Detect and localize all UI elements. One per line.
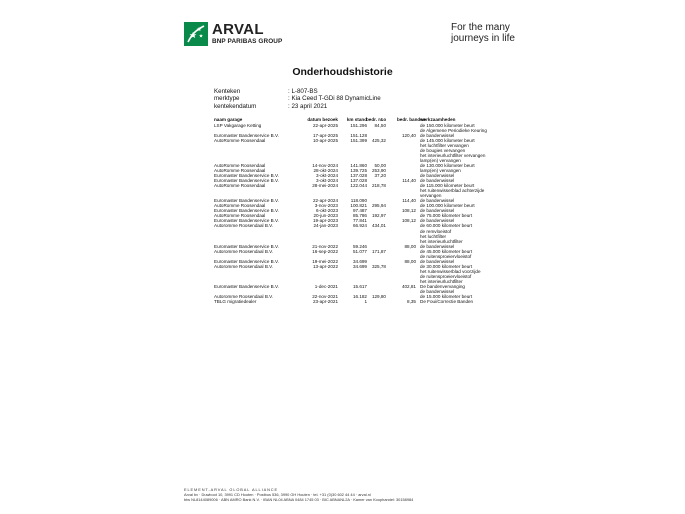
cell-km: 151.296 (350, 122, 367, 128)
cell-datum: 23-apr-2021 (312, 299, 338, 305)
cell-datum: 1-dec-2021 (314, 284, 338, 290)
cell-garage: Euromaster Bandenservice B.V. (214, 243, 279, 249)
footer-address: Arval bv · Duwboot 10, 3991 CD Houten · Postbus 536, 3990 GH Houten · tel. +31 (0)30 602 44 44 · arval.nl (184, 492, 371, 498)
cell-werkzaamheden (420, 284, 465, 294)
cell-rso: 50,00 (374, 162, 386, 168)
cell-werkzaamheden (420, 249, 472, 259)
cell-datum: 16-sep-2022 (312, 248, 338, 254)
cell-banden: 120,40 (401, 132, 416, 138)
cell-garage: TBLG migratiedealer (214, 299, 257, 305)
cell-km: 59.246 (352, 243, 367, 249)
cell-garage: Euromaster Bandenservice B.V. (214, 218, 279, 224)
logo-title: ARVAL (212, 21, 264, 38)
werk-line: het interieurluchtfilter (420, 278, 463, 284)
cell-garage: Euromaster Bandenservice B.V. (214, 284, 279, 290)
cell-datum: 22-apr-2024 (312, 198, 338, 204)
werk-line: het ruitenwisserblad achterzijde (420, 188, 485, 194)
cell-km: 85.786 (352, 213, 367, 219)
werk-line: de 145.000 kilometer beurt (420, 137, 475, 143)
cell-garage: Euromaster Bandenservice B.V. (214, 132, 279, 138)
cell-datum: 3-nov-2023 (314, 203, 338, 209)
cell-km: 122.044 (350, 183, 367, 189)
werk-line: de bandenwissel (420, 208, 455, 214)
logo-subtitle: BNP PARIBAS GROUP (212, 38, 283, 45)
cell-werkzaamheden (420, 183, 484, 198)
cell-rso: 37,20 (374, 172, 386, 178)
cell-rso: 218,78 (371, 183, 386, 189)
cell-rso: 192,97 (371, 213, 386, 219)
cell-km: 100.821 (350, 203, 367, 209)
cell-datum: 13-apr-2022 (312, 263, 338, 269)
werk-line: De bandenvervanging (420, 284, 465, 290)
werk-line: het luchtfilter (420, 233, 447, 239)
werk-line: de bandenwissel (420, 243, 455, 249)
werk-line: De Foui/Correctie Banden (420, 299, 474, 305)
werk-line: de bandenwissel (420, 132, 455, 138)
cell-banden: 108,12 (401, 208, 416, 214)
cell-banden: 402,81 (401, 284, 416, 290)
werk-line: het interieurluchtfilter (420, 238, 463, 244)
cell-datum: 21-nov-2022 (312, 243, 338, 249)
footer-registration: btw NL8144089006 · ABN AMRO Bank N.V. · IBAN NL04 ABNA 0484 1745 03 · BIC ABNANL2A · Kamer van Koophandel: 30158984 (184, 497, 414, 503)
cell-banden: 114,40 (402, 198, 416, 204)
cell-datum: 22-apr-2025 (312, 122, 338, 128)
werk-line: het interieurluchtfilter vervangen (420, 152, 486, 158)
cell-banden: 88,00 (404, 258, 416, 264)
werk-line: de 130.000 kilometer beurt (420, 162, 475, 168)
werk-line: de 75.000 kilometer beurt (420, 213, 473, 219)
tagline (451, 22, 515, 44)
cell-rso: 84,50 (374, 122, 386, 128)
cell-km: 34.699 (352, 258, 367, 264)
cell-km: 97.487 (352, 208, 367, 214)
cell-rso: 295,94 (371, 203, 386, 209)
werk-line: de bandenwissel (420, 258, 455, 264)
cell-garage: Euromaster Bandenservice B.V. (214, 178, 279, 184)
cell-km: 1 (364, 299, 367, 305)
werk-line: het luchtfilter vervangen (420, 142, 469, 148)
merktype-label: merktype (214, 95, 240, 103)
cell-km: 139.725 (350, 167, 367, 173)
cell-datum: 28-mei-2024 (312, 183, 338, 189)
header-datum: datum bezoek (307, 117, 338, 122)
cell-datum: 22-nov-2021 (312, 294, 338, 300)
cell-rso: 129,80 (371, 294, 386, 300)
werk-line: de bandenwissel (420, 198, 455, 204)
cell-garage: Euromaster Bandenservice B.V. (214, 208, 279, 214)
cell-banden: 114,40 (402, 178, 416, 184)
werk-line: de 15.000 kilometer beurt (420, 294, 473, 300)
cell-werkzaamheden (420, 299, 473, 304)
tagline-line-1: For the many (451, 22, 510, 33)
werk-line: lamp(en) vervangen (420, 167, 461, 173)
werk-line: lamp(en) vervangen (420, 157, 461, 163)
cell-datum: 19-apr-2023 (312, 218, 338, 224)
cell-rso: 425,32 (371, 137, 386, 143)
werk-line: de 115.000 kilometer beurt (420, 183, 475, 189)
cell-garage: AutoRomme Roosendaal (214, 167, 266, 173)
cell-werkzaamheden (420, 123, 487, 133)
werk-line: de Algemene Periodieke Keuring (420, 127, 487, 133)
cell-garage: AutoRomme Roosendaal (214, 137, 266, 143)
page-title: Onderhoudshistorie (292, 66, 393, 78)
cell-rso: 253,90 (371, 167, 386, 173)
cell-km: 66.924 (352, 223, 367, 229)
cell-rso: 325,78 (371, 263, 386, 269)
cell-datum: 19-mei-2022 (312, 258, 338, 264)
header-banden: bedr. banden (397, 117, 426, 122)
cell-km: 151.128 (350, 132, 367, 138)
cell-garage: AutoRomme Roosendaal (214, 203, 266, 209)
cell-km: 51.077 (352, 248, 367, 254)
cell-km: 118.090 (350, 198, 367, 204)
cell-banden: 88,00 (404, 243, 416, 249)
cell-datum: 3-okt-2024 (316, 178, 338, 184)
cell-datum: 10-apr-2025 (312, 137, 338, 143)
werk-line: de bandenwissel (420, 178, 455, 184)
cell-garage: Autoromme Roosendaal B.V. (214, 294, 274, 300)
kenteken-label: Kenteken (214, 88, 241, 95)
cell-datum: 24-jan-2023 (313, 223, 338, 229)
werk-line: de bougies vervangen (420, 147, 466, 153)
cell-garage: Autoromme Roosendaal B.V. (214, 263, 274, 269)
werk-line: de 60.000 kilometer beurt (420, 223, 473, 229)
cell-werkzaamheden (420, 264, 481, 284)
header-werk: werkzaamheden (420, 117, 456, 122)
kenteken-value: : L-807-BS (288, 88, 318, 95)
cell-km: 77.841 (352, 218, 367, 224)
cell-datum: 17-apr-2025 (312, 132, 338, 138)
kentekendatum-value: : 23 april 2021 (288, 102, 328, 110)
cell-garage: AutoRomme Roosendaal (214, 183, 266, 189)
werk-line: de bandenwissel (420, 218, 455, 224)
werk-line: de remvloeistof (420, 228, 452, 234)
cell-garage: Autoromme Roosendaal B.V. (214, 223, 274, 229)
werk-line: de 100.000 kilometer beurt (420, 203, 475, 209)
werk-line: vervangen (420, 193, 442, 199)
cell-garage: AutoRomme Roosendaal (214, 213, 266, 219)
cell-datum: 3-okt-2024 (316, 172, 338, 178)
cell-garage: AutoRomme Roosendaal (214, 162, 266, 168)
arval-logo (184, 22, 304, 48)
cell-km: 137.028 (350, 172, 367, 178)
werk-line: de 30.000 kilometer beurt (420, 263, 473, 269)
cell-km: 15.617 (352, 284, 367, 290)
cell-km: 16.182 (352, 294, 367, 300)
cell-garage: Euromaster Bandenservice B.V. (214, 198, 279, 204)
header-rso: bedr. r&o (366, 117, 387, 122)
header-garage: naam garage (214, 117, 243, 122)
cell-garage: Euromaster Bandenservice B.V. (214, 172, 279, 178)
cell-werkzaamheden (420, 223, 472, 243)
werk-line: de bandenwissel (420, 289, 455, 295)
werk-line: de ruitensproeiervloeistof (420, 273, 472, 279)
cell-garage: Autoromme Roosendaal B.V. (214, 248, 274, 254)
cell-km: 151.399 (350, 137, 367, 143)
werk-line: de 45.000 kilometer beurt (420, 248, 473, 254)
cell-km: 137.028 (350, 178, 367, 184)
werk-line: de 150.000 kilometer beurt (420, 122, 475, 128)
bnp-stars-logo-icon (184, 22, 208, 46)
tagline-line-2: journeys in life (451, 33, 515, 44)
werk-line: het ruitenwisserblad voorzijde (420, 268, 481, 274)
cell-banden: 108,12 (401, 218, 416, 224)
cell-rso: 171,87 (371, 248, 386, 254)
footer-alliance: ELEMENT-ARVAL GLOBAL ALLIANCE (184, 487, 278, 492)
footer (184, 487, 413, 502)
cell-werkzaamheden (420, 138, 485, 163)
cell-datum: 6-okt-2023 (316, 208, 338, 214)
cell-datum: 28-okt-2024 (313, 167, 338, 173)
header-km: km stand (346, 117, 367, 122)
werk-line: de ruitensproeiervloeistof (420, 253, 472, 259)
cell-datum: 20-jun-2023 (313, 213, 338, 219)
cell-datum: 14-nov-2024 (312, 162, 338, 168)
cell-rso: 434,01 (371, 223, 386, 229)
cell-km: 141.860 (350, 162, 367, 168)
kentekendatum-label: kentekendatum (214, 102, 257, 110)
cell-garage: Euromaster Bandenservice B.V. (214, 258, 279, 264)
werk-line: de bandenwissel (420, 172, 455, 178)
cell-km: 34.699 (352, 263, 367, 269)
cell-garage: LSP Vakgarage Ketting (214, 122, 262, 128)
merktype-value: : Kia Ceed T-GDi 88 DynamicLine (288, 95, 381, 103)
cell-banden: 8,35 (407, 299, 416, 305)
